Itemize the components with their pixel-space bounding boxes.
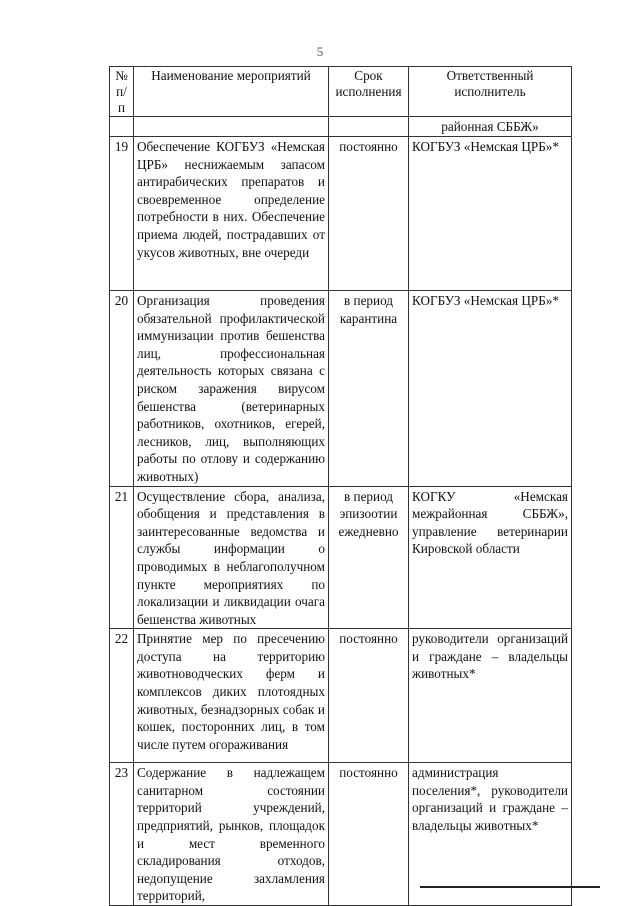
cell-executor: районная СББЖ» bbox=[409, 117, 572, 137]
page-number: 5 bbox=[316, 44, 324, 59]
cell-term: в период эпизоотии ежедневно bbox=[329, 486, 409, 629]
cell-num: 20 bbox=[110, 291, 134, 487]
cell-term: постоянно bbox=[329, 137, 409, 291]
cell-num: 21 bbox=[110, 486, 134, 629]
cell-term: постоянно bbox=[329, 763, 409, 906]
cell-num: 23 bbox=[110, 763, 134, 906]
table-row bbox=[110, 486, 572, 629]
cell-executor: руководители организаций и граждане – владельцы животных* bbox=[409, 629, 572, 763]
header-name: Наименование мероприятий bbox=[134, 67, 329, 117]
cell-term: постоянно bbox=[329, 629, 409, 763]
cell-name: Принятие мер по пресечению доступа на территорию животноводческих ферм и комплексов диких плотоядных животных, безнадзорных собак и кошек, посторонних лиц, в том числе путем огораживания bbox=[134, 629, 329, 763]
table-row bbox=[110, 629, 572, 763]
cell-term bbox=[329, 117, 409, 137]
cell-term: в период карантина bbox=[329, 291, 409, 487]
cell-num bbox=[110, 117, 134, 137]
cell-num: 22 bbox=[110, 629, 134, 763]
cell-name: Обеспечение КОГБУЗ «Немская ЦРБ» неснижаемым запасом антирабических препаратов и своевременное определение потребности в них. Обеспечение приема людей, пострадавших от укусов животных, вне очереди bbox=[134, 137, 329, 291]
table-header-row bbox=[110, 67, 572, 117]
measures-table bbox=[109, 66, 572, 906]
footer-rule bbox=[420, 886, 600, 888]
cell-name: Осуществление сбора, анализа, обобщения и представления в заинтересованные ведомства и службы информации о проводимых в неблагополучном пункте мероприятиях по локализации и ликвидации очага бешенства животных bbox=[134, 486, 329, 629]
table-row bbox=[110, 763, 572, 906]
cell-name bbox=[134, 117, 329, 137]
table-row-continuation bbox=[110, 117, 572, 137]
table-row bbox=[110, 137, 572, 291]
table-row bbox=[110, 291, 572, 487]
cell-executor: КОГБУЗ «Немская ЦРБ»* bbox=[409, 291, 572, 487]
header-num: № п/п bbox=[110, 67, 134, 117]
cell-num: 19 bbox=[110, 137, 134, 291]
cell-name: Содержание в надлежащем санитарном состоянии территорий учреждений, предприятий, рынков, площадок и мест временного складирования отходов, недопущение захламления территорий, bbox=[134, 763, 329, 906]
header-term: Срок исполнения bbox=[329, 67, 409, 117]
header-executor: Ответственный исполнитель bbox=[409, 67, 572, 117]
cell-name: Организация проведения обязательной профилактической иммунизации против бешенства лиц, профессиональная деятельность которых связана с риском заражения вирусом бешенства (ветеринарных работников, охотников, егерей, лесников, лиц, выполняющих работы по отлову и содержанию животных) bbox=[134, 291, 329, 487]
cell-executor: КОГБУЗ «Немская ЦРБ»* bbox=[409, 137, 572, 291]
cell-executor: КОГКУ «Немская межрайонная СББЖ», управление ветеринарии Кировской области bbox=[409, 486, 572, 629]
cell-executor: администрация поселения*, руководители организаций и граждане – владельцы животных* bbox=[409, 763, 572, 906]
